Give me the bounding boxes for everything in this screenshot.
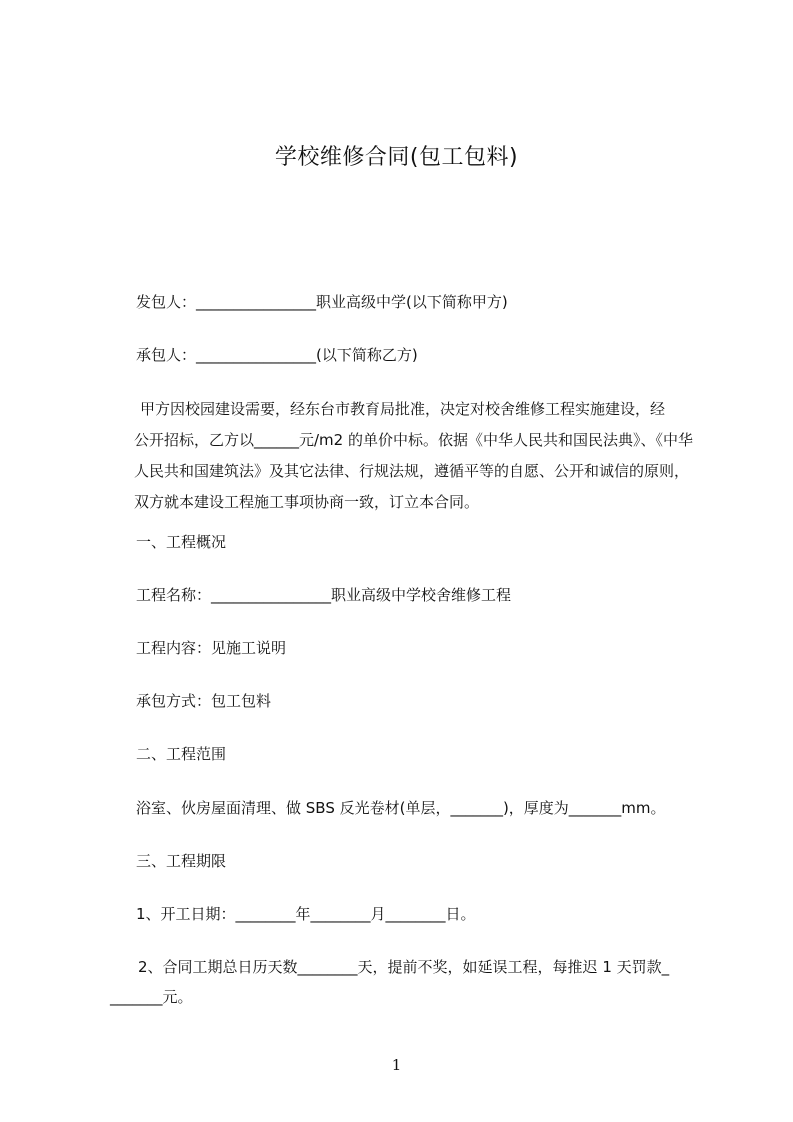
project-content: 工程内容：见施工说明 xyxy=(136,639,287,657)
duration-line: _______元。 xyxy=(110,988,193,1006)
start-date: 1、开工日期：________年________月________日。 xyxy=(136,905,476,923)
employer-line: 发包人：________________职业高级中学(以下简称甲方) xyxy=(136,293,508,311)
intro-line: 人民共和国建筑法》及其它法律、行规法规，遵循平等的自愿、公开和诚信的原则， xyxy=(134,462,690,480)
document-title: 学校维修合同(包工包料) xyxy=(274,145,519,170)
section1-heading: 一、工程概况 xyxy=(136,533,227,551)
section2-heading: 二、工程范围 xyxy=(136,745,227,763)
scope-text: 浴室、伙房屋面清理、做 SBS 反光卷材(单层，_______)，厚度为_______mm。 xyxy=(136,799,666,817)
duration-line: 2、合同工期总日历天数________天，提前不奖，如延误工程，每推迟 1 天罚款_ xyxy=(138,958,670,976)
contractor-line: 承包人：________________(以下简称乙方) xyxy=(136,346,418,364)
page-number: 1 xyxy=(391,1056,402,1074)
intro-paragraph xyxy=(110,394,710,518)
intro-line: 甲方因校园建设需要，经东台市教育局批准，决定对校舍维修工程实施建设，经 xyxy=(140,400,666,418)
section3-heading: 三、工程期限 xyxy=(136,852,227,870)
contract-mode: 承包方式：包工包料 xyxy=(136,692,272,710)
intro-line: 公开招标，乙方以______元/m2 的单价中标。依据《中华人民共和国民法典》、《中华 xyxy=(134,431,693,449)
project-name: 工程名称：________________职业高级中学校舍维修工程 xyxy=(136,586,512,604)
duration-paragraph xyxy=(110,952,710,1012)
intro-line: 双方就本建设工程施工事项协商一致，订立本合同。 xyxy=(134,493,480,511)
